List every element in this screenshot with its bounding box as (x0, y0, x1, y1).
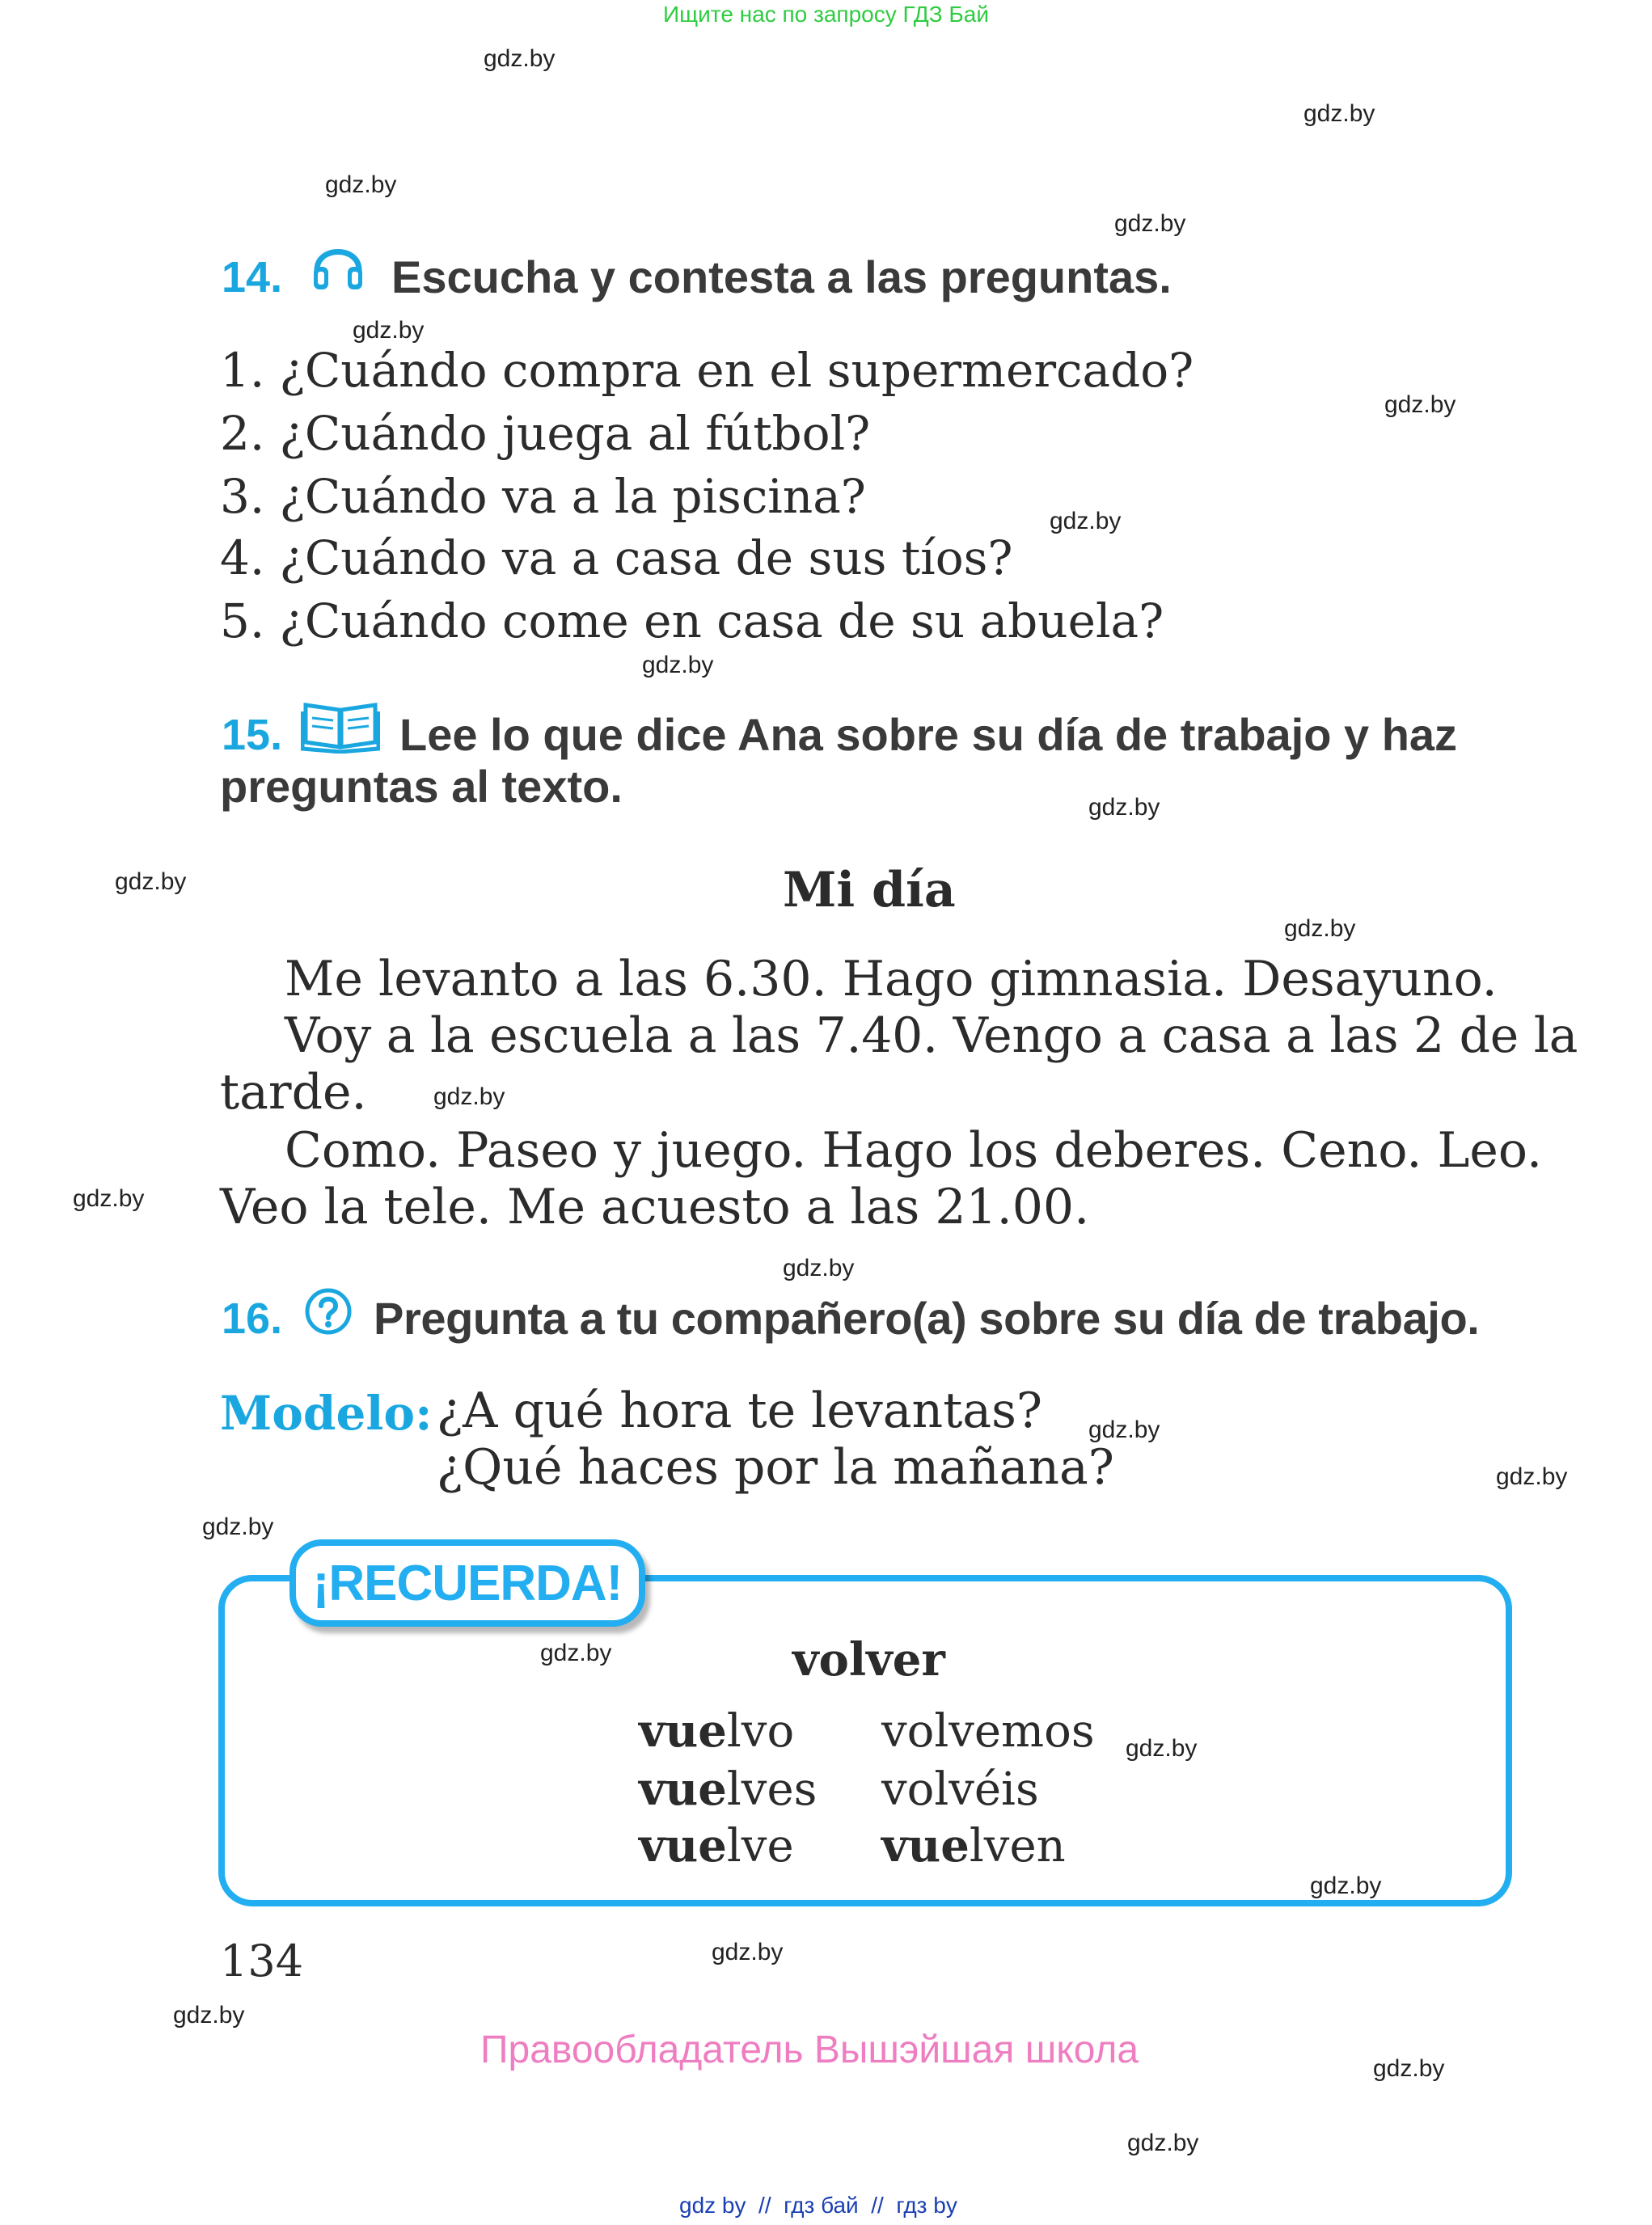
open-book-icon (301, 697, 380, 754)
page-number: 134 (220, 1936, 304, 1986)
watermark: gdz.by (73, 1185, 145, 1212)
question-1: 1. ¿Cuándo compra en el supermercado? (220, 343, 1194, 398)
watermark: gdz.by (1127, 2130, 1199, 2156)
copyright-notice: Правообладатель Вышэйшая школа (480, 2029, 1139, 2071)
conjugation-plural-3 (881, 1819, 1066, 1872)
watermark: gdz.by (202, 1514, 274, 1540)
top-banner: Ищите нас по запросу ГДЗ Бай (663, 2, 990, 27)
question-4: 4. ¿Cuándo va a casa de sus tíos? (220, 530, 1013, 585)
stem: vue (881, 1819, 970, 1872)
watermark: gdz.by (1050, 508, 1122, 534)
watermark: gdz.by (325, 171, 397, 198)
question-2: 2. ¿Cuándo juega al fútbol? (220, 406, 871, 461)
exercise-16-number: 16. (222, 1294, 283, 1343)
reading-line-3: tarde. (220, 1064, 367, 1121)
watermark: gdz.by (353, 317, 425, 344)
watermark: gdz.by (1384, 391, 1456, 418)
conjugation-singular-1 (639, 1704, 794, 1758)
recuerda-tab (289, 1539, 645, 1627)
reading-line-5: Veo la tele. Me acuesto a las 21.00. (220, 1179, 1090, 1235)
reading-line-4: Como. Paseo y juego. Hago los deberes. Ceno. Leo. (285, 1122, 1543, 1179)
modelo-line-2: ¿Qué haces por la mañana? (437, 1439, 1114, 1496)
exercise-15-title-line2: preguntas al texto. (220, 761, 623, 812)
stem: vue (639, 1704, 727, 1758)
ending: volvemos (881, 1705, 1095, 1758)
watermark: gdz.by (1284, 915, 1356, 942)
ending: lves (726, 1763, 818, 1816)
stem: vue (639, 1819, 727, 1872)
ending: lven (969, 1820, 1066, 1872)
watermark: gdz.by (642, 652, 714, 678)
recuerda-label: ¡RECUERDA! (312, 1555, 623, 1611)
exercise-15-title-line1: Lee lo que dice Ana sobre su día de trabajo y haz (399, 709, 1458, 760)
verb-title: volver (792, 1633, 945, 1687)
conjugation-singular-2 (639, 1763, 817, 1816)
watermark: gdz.by (1496, 1463, 1568, 1490)
watermark: gdz.by (783, 1255, 855, 1281)
watermark: gdz.by (115, 868, 187, 895)
reading-line-1: Me levanto a las 6.30. Hago gimnasia. Desayuno. (285, 951, 1498, 1007)
watermark: gdz.by (173, 2002, 245, 2029)
exercise-15-number: 15. (222, 711, 283, 759)
stem: vue (639, 1763, 727, 1816)
watermark: gdz.by (1310, 1872, 1382, 1899)
exercise-14-title: Escucha y contesta a las preguntas. (391, 251, 1172, 302)
question-5: 5. ¿Cuándo come en casa de su abuela? (220, 593, 1164, 648)
conjugation-plural-2 (881, 1763, 1039, 1816)
question-circle-icon (304, 1287, 353, 1336)
bottom-links[interactable]: gdz by // гдз бай // гдз by (679, 2193, 957, 2218)
exercise-14-number: 14. (222, 253, 283, 302)
watermark: gdz.by (1373, 2055, 1445, 2082)
reading-title: Mi día (783, 862, 956, 918)
conjugation-singular-3 (639, 1819, 794, 1872)
watermark: gdz.by (433, 1083, 505, 1110)
headphones-icon (311, 234, 365, 294)
modelo-line-1: ¿A qué hora te levantas? (437, 1383, 1043, 1439)
conjugation-plural-1 (881, 1704, 1095, 1758)
ending: lvo (726, 1705, 795, 1758)
reading-line-2: Voy a la escuela a las 7.40. Vengo a casa a las 2 de la (285, 1007, 1578, 1064)
watermark: gdz.by (1303, 100, 1375, 127)
watermark: gdz.by (1088, 794, 1160, 821)
question-3: 3. ¿Cuándo va a la piscina? (220, 469, 866, 524)
modelo-label: Modelo: (220, 1386, 433, 1441)
watermark: gdz.by (1126, 1735, 1198, 1762)
watermark: gdz.by (540, 1640, 612, 1666)
ending: lve (726, 1820, 794, 1872)
ending: volvéis (881, 1763, 1039, 1816)
watermark: gdz.by (484, 45, 556, 72)
watermark: gdz.by (1088, 1416, 1160, 1443)
watermark: gdz.by (1114, 210, 1186, 237)
watermark: gdz.by (712, 1939, 784, 1965)
exercise-16-title: Pregunta a tu compañero(a) sobre su día de trabajo. (374, 1293, 1480, 1344)
